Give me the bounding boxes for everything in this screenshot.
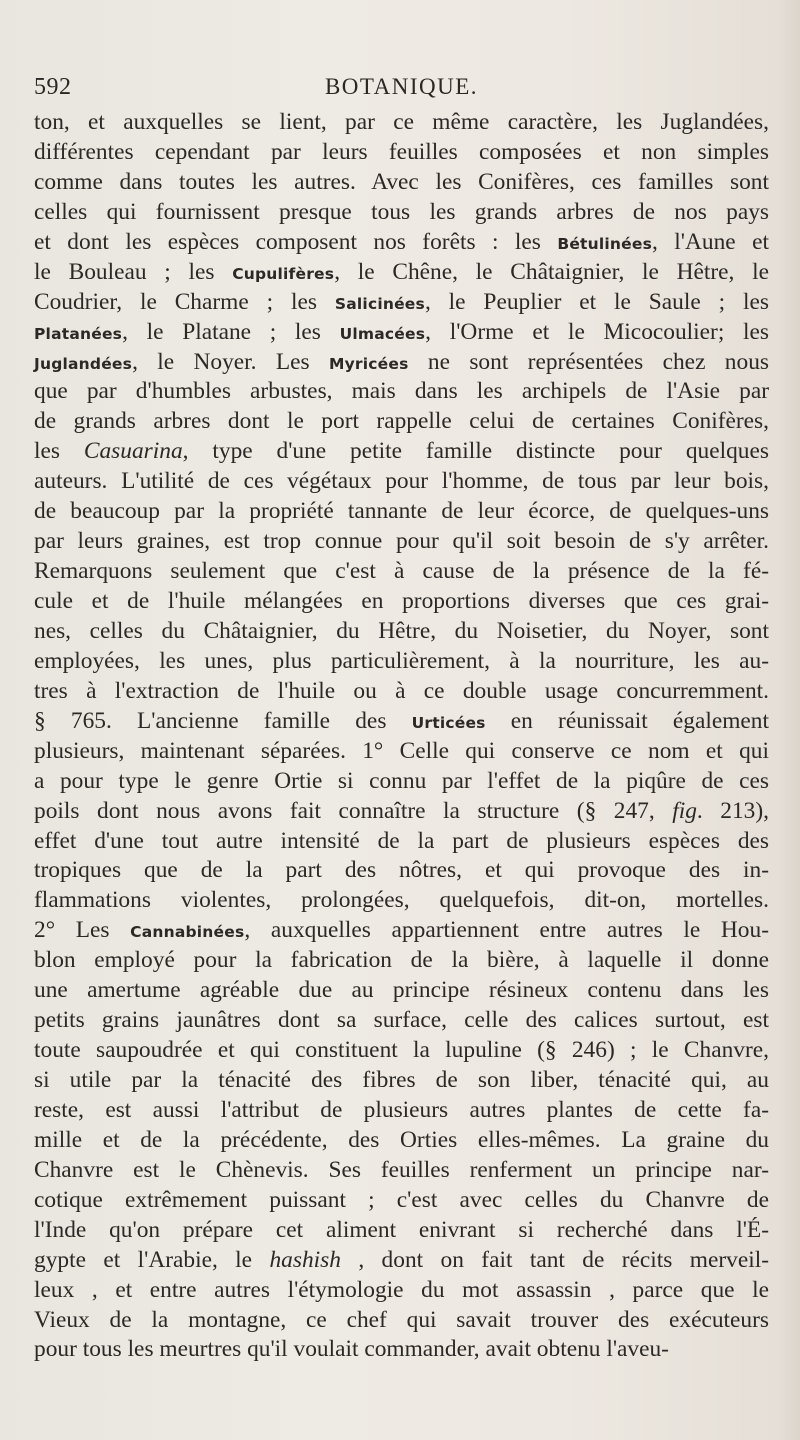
- text-line: [34, 827, 769, 857]
- text-segment: si utile par la ténacité des fibres de son liber, ténacité qui, au: [34, 1067, 769, 1093]
- text-line: [34, 1066, 769, 1096]
- text-line: [34, 1036, 769, 1066]
- italic-term: Casuarina: [83, 438, 183, 465]
- text-line: [34, 288, 769, 318]
- text-segment: . 213),: [696, 797, 769, 824]
- text-segment: flammations violentes, prolongées, quelquefois, dit-on, mortelles.: [34, 887, 769, 914]
- text-segment: a pour type le genre Ortie si connu par l'effet de la piqûre de ces: [34, 767, 769, 794]
- text-segment: petits grains jaunâtres dont sa surface, celle des calices surtout, est: [34, 1007, 769, 1034]
- text-line: [34, 467, 769, 497]
- text-line: [34, 1006, 769, 1036]
- text-line: [34, 886, 769, 916]
- text-line: [34, 557, 769, 587]
- text-line: [34, 198, 769, 228]
- text-line: [34, 258, 769, 288]
- text-line: [34, 168, 769, 198]
- text-segment: tres à l'extraction de l'huile ou à ce double usage concurremment.: [34, 677, 769, 704]
- text-segment: plusieurs, maintenant séparées. 1° Celle qui conserve ce nom et qui: [34, 737, 769, 764]
- text-segment: , le Chêne, le Châtaignier, le Hêtre, le: [334, 258, 770, 285]
- family-name: Juglandées: [34, 354, 133, 373]
- text-segment: , l'Orme et le Micocoulier; les: [425, 318, 769, 345]
- text-segment: , le Peuplier et le Saule ; les: [424, 288, 770, 315]
- text-segment: nes, celles du Châtaignier, du Hêtre, du Noisetier, du Noyer, sont: [34, 617, 769, 644]
- text-segment: Vieux de la montagne, ce chef qui savait trouver des exécuteurs: [34, 1306, 769, 1333]
- family-name: Myricées: [329, 354, 409, 373]
- text-line: [34, 1156, 769, 1186]
- text-segment: reste, est aussi l'attribut de plusieurs autres plantes de cette fa-: [34, 1096, 769, 1123]
- text-line: [34, 707, 769, 737]
- text-segment: en réunissait également: [485, 707, 770, 734]
- family-name: Platanées: [34, 324, 123, 343]
- text-segment: Remarquons seulement que c'est à cause de la présence de la fé-: [34, 558, 769, 585]
- text-segment: auteurs. L'utilité de ces végétaux pour l'homme, de tous par leur bois,: [34, 468, 769, 495]
- text-segment: que par d'humbles arbustes, mais dans les archipels de l'Asie par: [34, 378, 769, 405]
- text-line: [34, 228, 769, 258]
- text-segment: Coudrier, le Charme ; les: [34, 288, 335, 315]
- text-line: [34, 856, 769, 886]
- running-title: BOTANIQUE.: [324, 74, 479, 99]
- text-line: [34, 138, 769, 168]
- text-line: [34, 916, 769, 946]
- text-segment: , dont on fait tant de récits merveil-: [340, 1246, 769, 1273]
- text-line: [34, 527, 769, 557]
- text-line: [34, 407, 769, 437]
- text-line: [34, 1186, 769, 1216]
- family-name: Urticées: [411, 713, 486, 732]
- text-segment: , le Platane ; les: [122, 318, 340, 345]
- text-line: [34, 617, 769, 647]
- page-number: 592: [34, 74, 72, 100]
- text-line: [34, 1335, 769, 1365]
- text-line: [34, 737, 769, 767]
- italic-term: hashish: [269, 1246, 341, 1273]
- text-segment: poils dont nous avons fait connaître la structure (§ 247,: [34, 797, 673, 824]
- text-segment: celles qui fournissent presque tous les grands arbres de nos pays: [34, 198, 769, 225]
- text-segment: , le Noyer. Les: [132, 348, 329, 375]
- text-line: [34, 946, 769, 976]
- text-segment: blon employé pour la fabrication de la bière, à laquelle il donne: [34, 947, 769, 974]
- body-text: [34, 108, 769, 1365]
- text-line: [34, 797, 769, 827]
- italic-term: fig: [672, 797, 697, 824]
- text-segment: ne sont représentées chez nous: [408, 348, 769, 375]
- text-line: [34, 377, 769, 407]
- text-segment: par leurs graines, est trop connue pour qu'il soit besoin de s'y arrêter.: [34, 528, 769, 555]
- text-line: [34, 318, 769, 348]
- family-name: Ulmacées: [339, 324, 426, 343]
- family-name: Cannabinées: [130, 923, 245, 942]
- text-segment: de grands arbres dont le port rappelle celui de certaines Conifères,: [34, 408, 769, 435]
- text-segment: et dont les espèces composent nos forêts : les: [34, 228, 558, 255]
- text-segment: de beaucoup par la propriété tannante de leur écorce, de quelques-uns: [34, 498, 769, 525]
- text-segment: , l'Aune et: [652, 228, 769, 255]
- text-segment: comme dans toutes les autres. Avec les Conifères, ces familles sont: [34, 168, 769, 195]
- text-line: [34, 1246, 769, 1276]
- text-line: [34, 1306, 769, 1336]
- text-line: [34, 976, 769, 1006]
- page-edge-shadow: [778, 0, 800, 1440]
- text-segment: leux , et entre autres l'étymologie du mot assassin , parce que le: [34, 1276, 769, 1303]
- text-segment: tropiques que de la part des nôtres, et qui provoque des in-: [34, 857, 769, 884]
- family-name: Cupulifères: [232, 264, 335, 283]
- text-segment: , type d'une petite famille distincte pour quelques: [182, 438, 769, 465]
- text-line: [34, 1216, 769, 1246]
- text-segment: employées, les unes, plus particulièrement, à la nourriture, les au-: [34, 647, 769, 674]
- text-segment: ton, et auxquelles se lient, par ce même caractère, les Juglandées,: [34, 109, 769, 135]
- text-line: [34, 677, 769, 707]
- text-line: [34, 1096, 769, 1126]
- text-segment: l'Inde qu'on prépare cet aliment enivrant si recherché dans l'É-: [34, 1216, 769, 1243]
- text-segment: 2° Les: [34, 917, 131, 944]
- text-line: [34, 1126, 769, 1156]
- family-name: Bétulinées: [557, 234, 653, 253]
- text-segment: une amertume agréable due au principe résineux contenu dans les: [34, 977, 769, 1004]
- text-segment: , auxquelles appartiennent entre autres le Hou-: [244, 917, 769, 944]
- text-segment: le Bouleau ; les: [34, 258, 233, 285]
- text-segment: différentes cependant par leurs feuilles composées et non simples: [34, 138, 769, 165]
- text-segment: effet d'une tout autre intensité de la part de plusieurs espèces des: [34, 827, 769, 854]
- text-line: [34, 437, 769, 467]
- text-segment: cotique extrêmement puissant ; c'est avec celles du Chanvre de: [34, 1186, 769, 1213]
- text-segment: pour tous les meurtres qu'il voulait commander, avait obtenu l'aveu-: [34, 1336, 669, 1363]
- text-line: [34, 497, 769, 527]
- text-segment: Chanvre est le Chènevis. Ses feuilles renferment un principe nar-: [34, 1156, 769, 1183]
- text-segment: gypte et l'Arabie, le: [34, 1246, 270, 1273]
- text-line: [34, 587, 769, 617]
- page-header: [34, 74, 769, 104]
- family-name: Salicinées: [334, 294, 425, 313]
- text-segment: cule et de l'huile mélangées en proportions diverses que ces grai-: [34, 588, 769, 614]
- text-line: [34, 108, 769, 138]
- text-line: [34, 647, 769, 677]
- text-line: [34, 1276, 769, 1306]
- text-segment: § 765. L'ancienne famille des: [34, 707, 412, 734]
- text-segment: toute saupoudrée et qui constituent la lupuline (§ 246) ; le Chanvre,: [34, 1037, 769, 1064]
- text-segment: mille et de la précédente, des Orties elles-mêmes. La graine du: [34, 1126, 769, 1153]
- text-line: [34, 348, 769, 378]
- text-segment: les: [34, 438, 84, 465]
- text-line: [34, 767, 769, 797]
